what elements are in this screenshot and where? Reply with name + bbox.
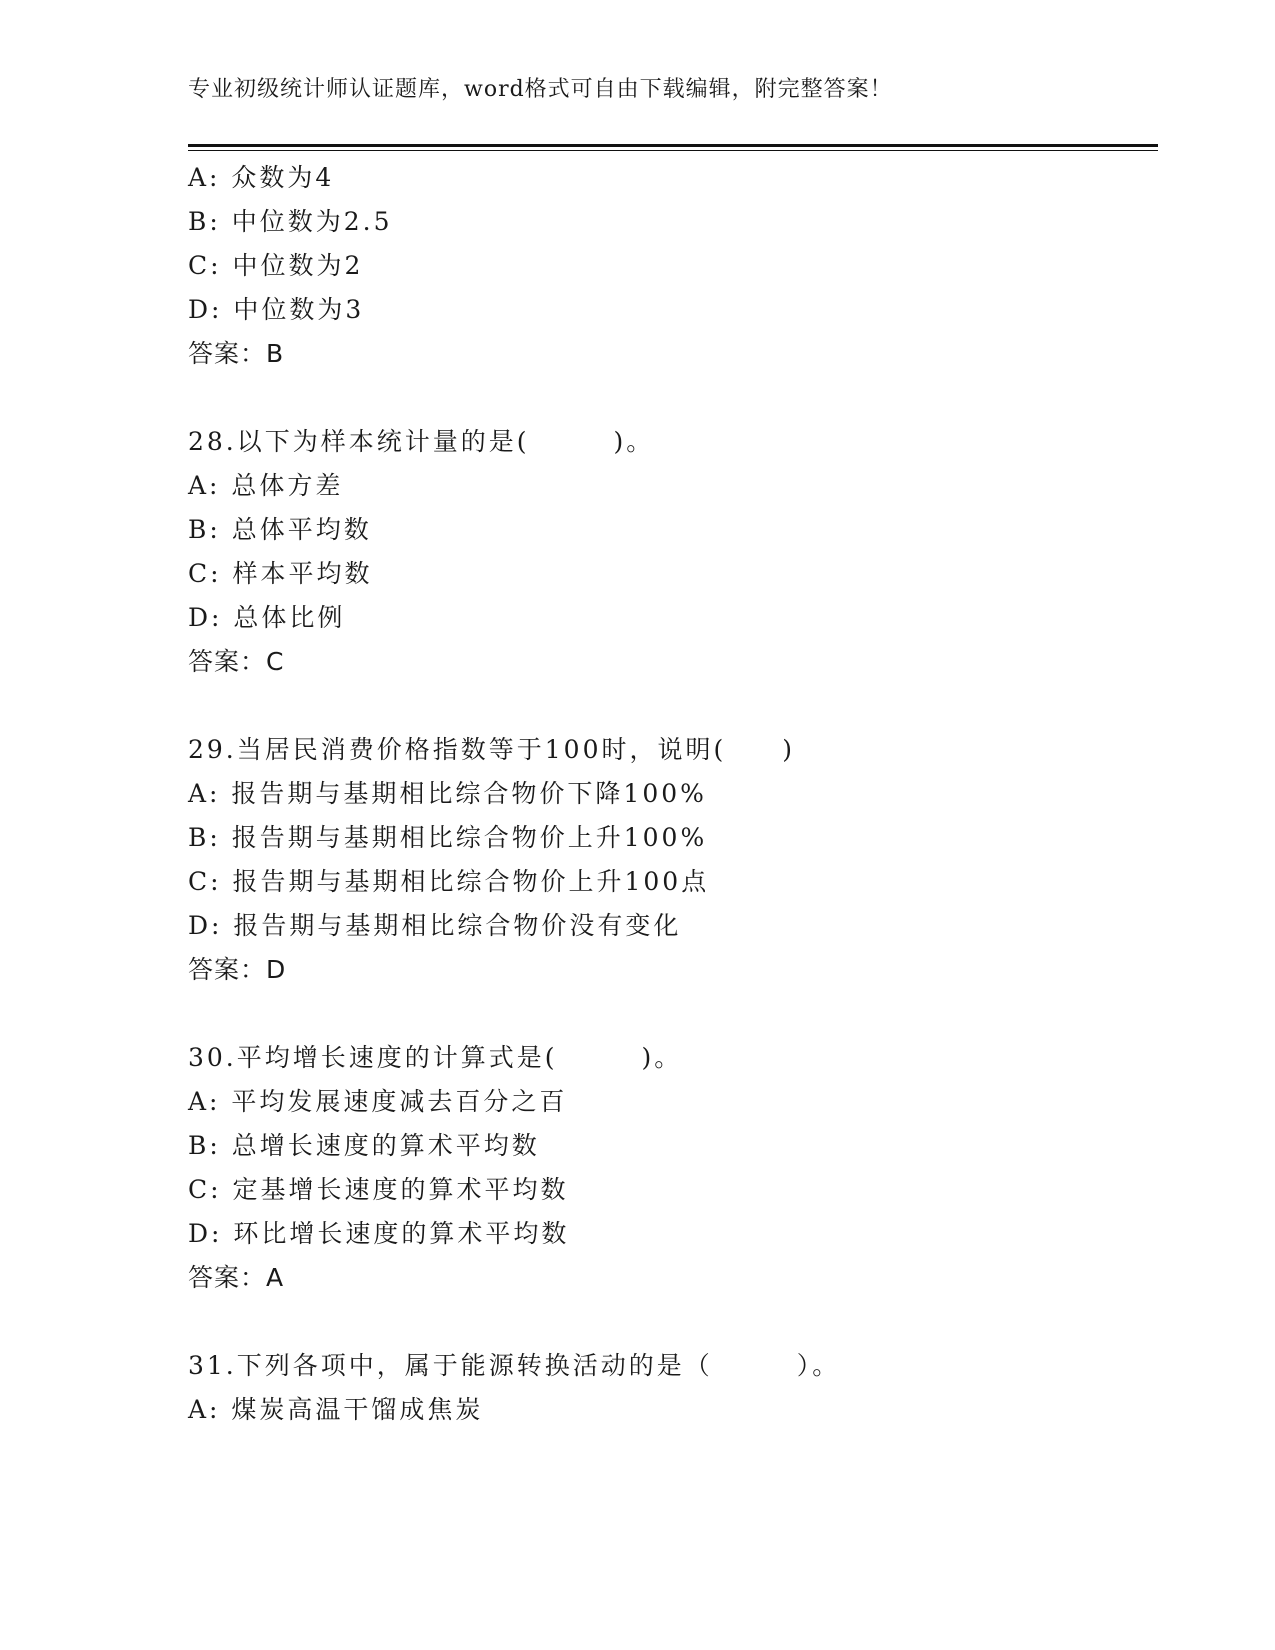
q29-option-c: C: 报告期与基期相比综合物价上升100点 <box>188 867 710 896</box>
q28-question: 28.以下为样本统计量的是( )。 <box>188 427 655 456</box>
q30-option-b: B: 总增长速度的算术平均数 <box>188 1131 540 1160</box>
q29-option-a: A: 报告期与基期相比综合物价下降100% <box>188 779 707 808</box>
q28-option-a: A: 总体方差 <box>188 471 344 500</box>
q28-option-c: C: 样本平均数 <box>188 559 373 588</box>
q29-option-b: B: 报告期与基期相比综合物价上升100% <box>188 823 708 852</box>
q30-option-c: C: 定基增长速度的算术平均数 <box>188 1175 569 1204</box>
q29-question: 29.当居民消费价格指数等于100时，说明( ) <box>188 735 795 764</box>
q27-option-d: D: 中位数为3 <box>188 295 365 324</box>
q27-option-a: A: 众数为4 <box>188 163 335 192</box>
q29-answer: 答案：D <box>188 955 287 984</box>
header-rule-thin <box>188 150 1158 151</box>
q30-option-d: D: 环比增长速度的算术平均数 <box>188 1219 570 1248</box>
q28-option-b: B: 总体平均数 <box>188 515 372 544</box>
q27-option-b: B: 中位数为2.5 <box>188 207 393 236</box>
q27-option-c: C: 中位数为2 <box>188 251 364 280</box>
q28-option-d: D: 总体比例 <box>188 603 346 632</box>
q31-option-a: A: 煤炭高温干馏成焦炭 <box>188 1395 484 1424</box>
q30-question: 30.平均增长速度的计算式是( )。 <box>188 1043 683 1072</box>
q30-option-a: A: 平均发展速度减去百分之百 <box>188 1087 568 1116</box>
q30-answer: 答案：A <box>188 1263 285 1292</box>
q31-question: 31.下列各项中，属于能源转换活动的是（ ）。 <box>188 1351 841 1380</box>
q28-answer: 答案：C <box>188 647 285 676</box>
header-rule-thick <box>188 144 1158 147</box>
header-title: 专业初级统计师认证题库，word格式可自由下载编辑，附完整答案！ <box>188 77 893 102</box>
q29-option-d: D: 报告期与基期相比综合物价没有变化 <box>188 911 682 940</box>
q27-answer: 答案：B <box>188 339 285 368</box>
